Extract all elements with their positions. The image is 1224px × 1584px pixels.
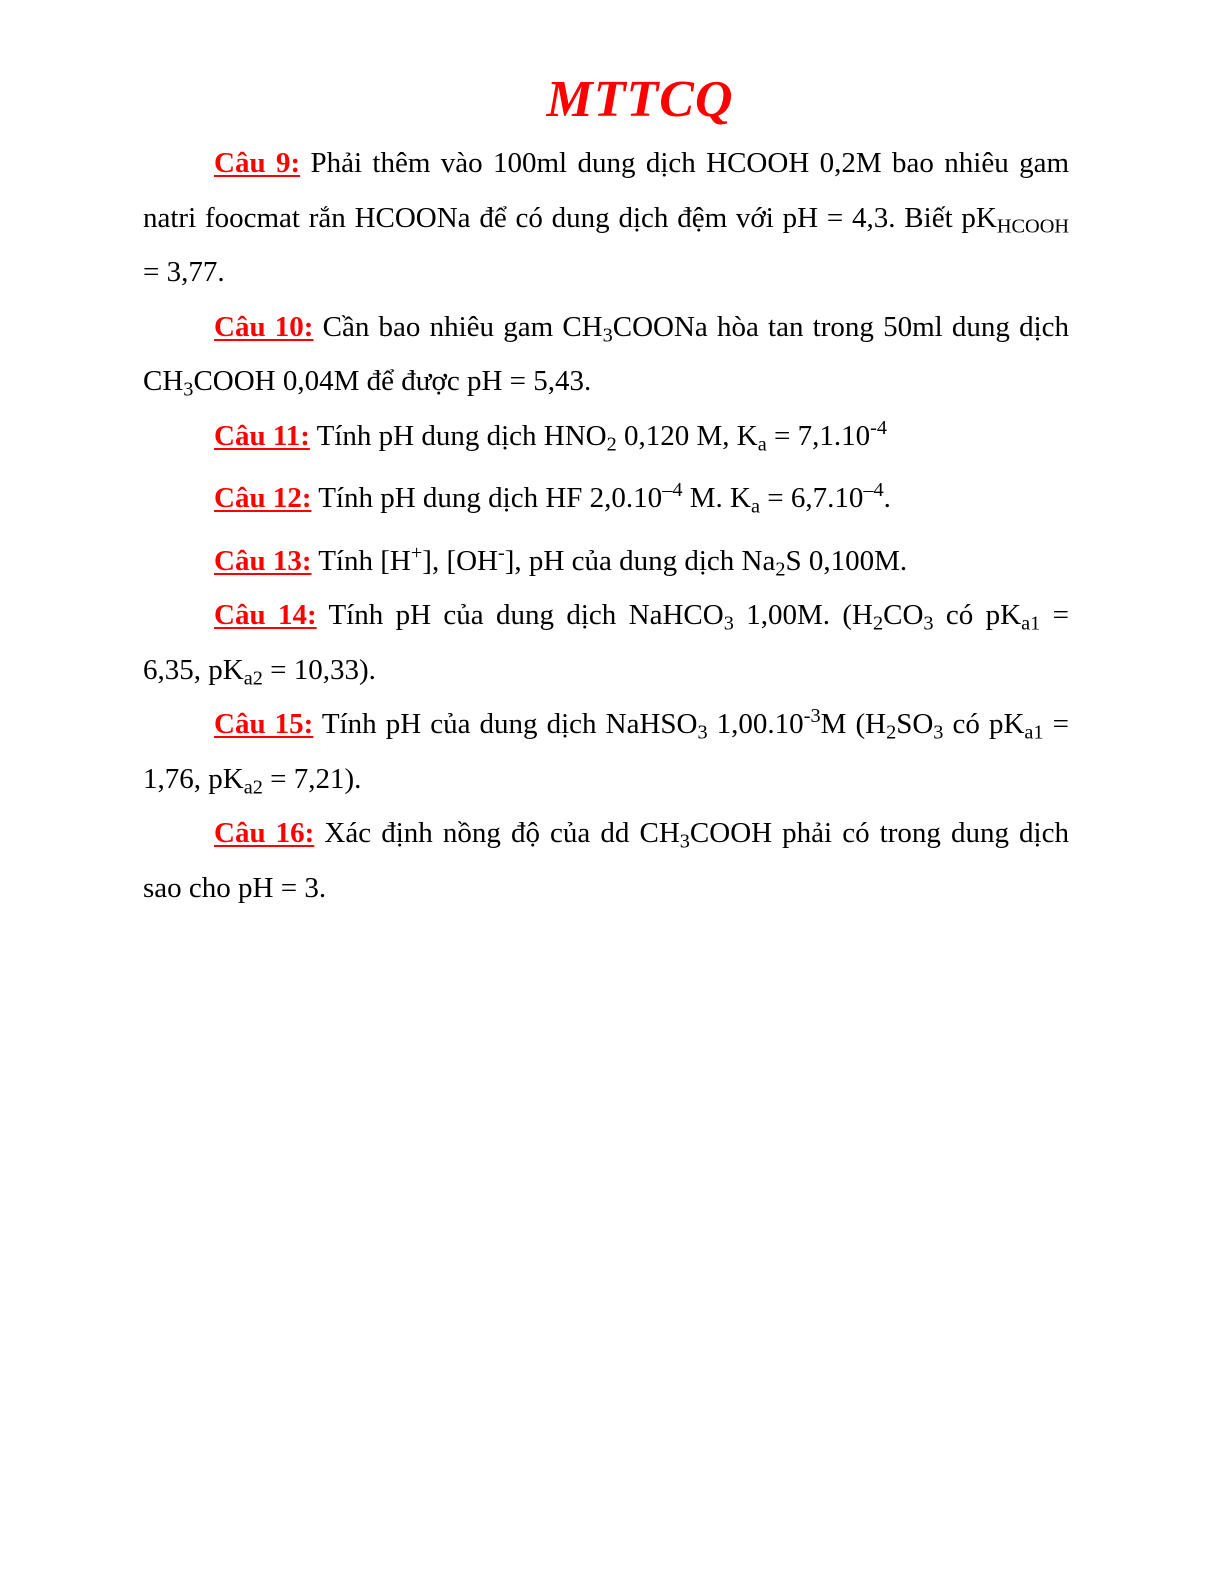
question-label: Câu 15: bbox=[214, 708, 314, 740]
question-label: Câu 9: bbox=[214, 147, 301, 179]
question-label: Câu 10: bbox=[214, 310, 314, 343]
question-list bbox=[143, 136, 1069, 915]
question-13: Câu 13: Tính [H+], [OH-], pH của dung dịch $Na_2S$ 0,100M. bbox=[214, 541, 908, 581]
question-label: Câu 11: bbox=[214, 419, 310, 452]
question-9: Câu 9: Phải thêm vào 100ml dung dịch HCOOH 0,2M bao nhiêu gam natri foocmat rắn HCOONa để có dung dịch đệm với pH = 4,3. Biết $pK_{HCOOH} = 3,77$. bbox=[143, 147, 1069, 288]
page-title: MTTCQ bbox=[546, 71, 734, 128]
question-15: Câu 15: Tính pH của dung dịch NaHSO$_3$ $1,00.10^{-3}M$ ($H_2SO_3$ có $pK_{a1} = 1,76$, $pK_{a2} = 7,21$). bbox=[143, 704, 1069, 799]
question-label: Câu 16: bbox=[214, 817, 315, 849]
question-label: Câu 14: bbox=[214, 599, 317, 631]
question-12: Câu 12: Tính pH dung dịch HF $2,0.10^{-4}$ M. $K_a = 6,7.10^{-4}$. bbox=[214, 478, 891, 518]
question-label: Câu 13: bbox=[214, 544, 312, 577]
question-label: Câu 12: bbox=[214, 482, 312, 514]
question-10: Câu 10: Cần bao nhiêu gam $CH_3COONa$ hòa tan trong 50ml dung dịch $CH_3COOH$ 0,04M để được pH = 5,43. bbox=[143, 310, 1069, 401]
question-16: Câu 16: Xác định nồng độ của dd $CH_3COOH$ phải có trong dung dịch sao cho pH = 3. bbox=[143, 817, 1069, 904]
question-14: Câu 14: Tính pH của dung dịch NaHCO$_3$ 1,00M. ($H_2CO_3$ có $pK_{a1} = 6,35$, $pK_{a2} = 10,33$). bbox=[143, 599, 1070, 690]
question-11: Câu 11: Tính pH dung dịch $HNO_2$ 0,120 M, $K_a = 7,1.10^{-4}$ bbox=[214, 416, 887, 456]
